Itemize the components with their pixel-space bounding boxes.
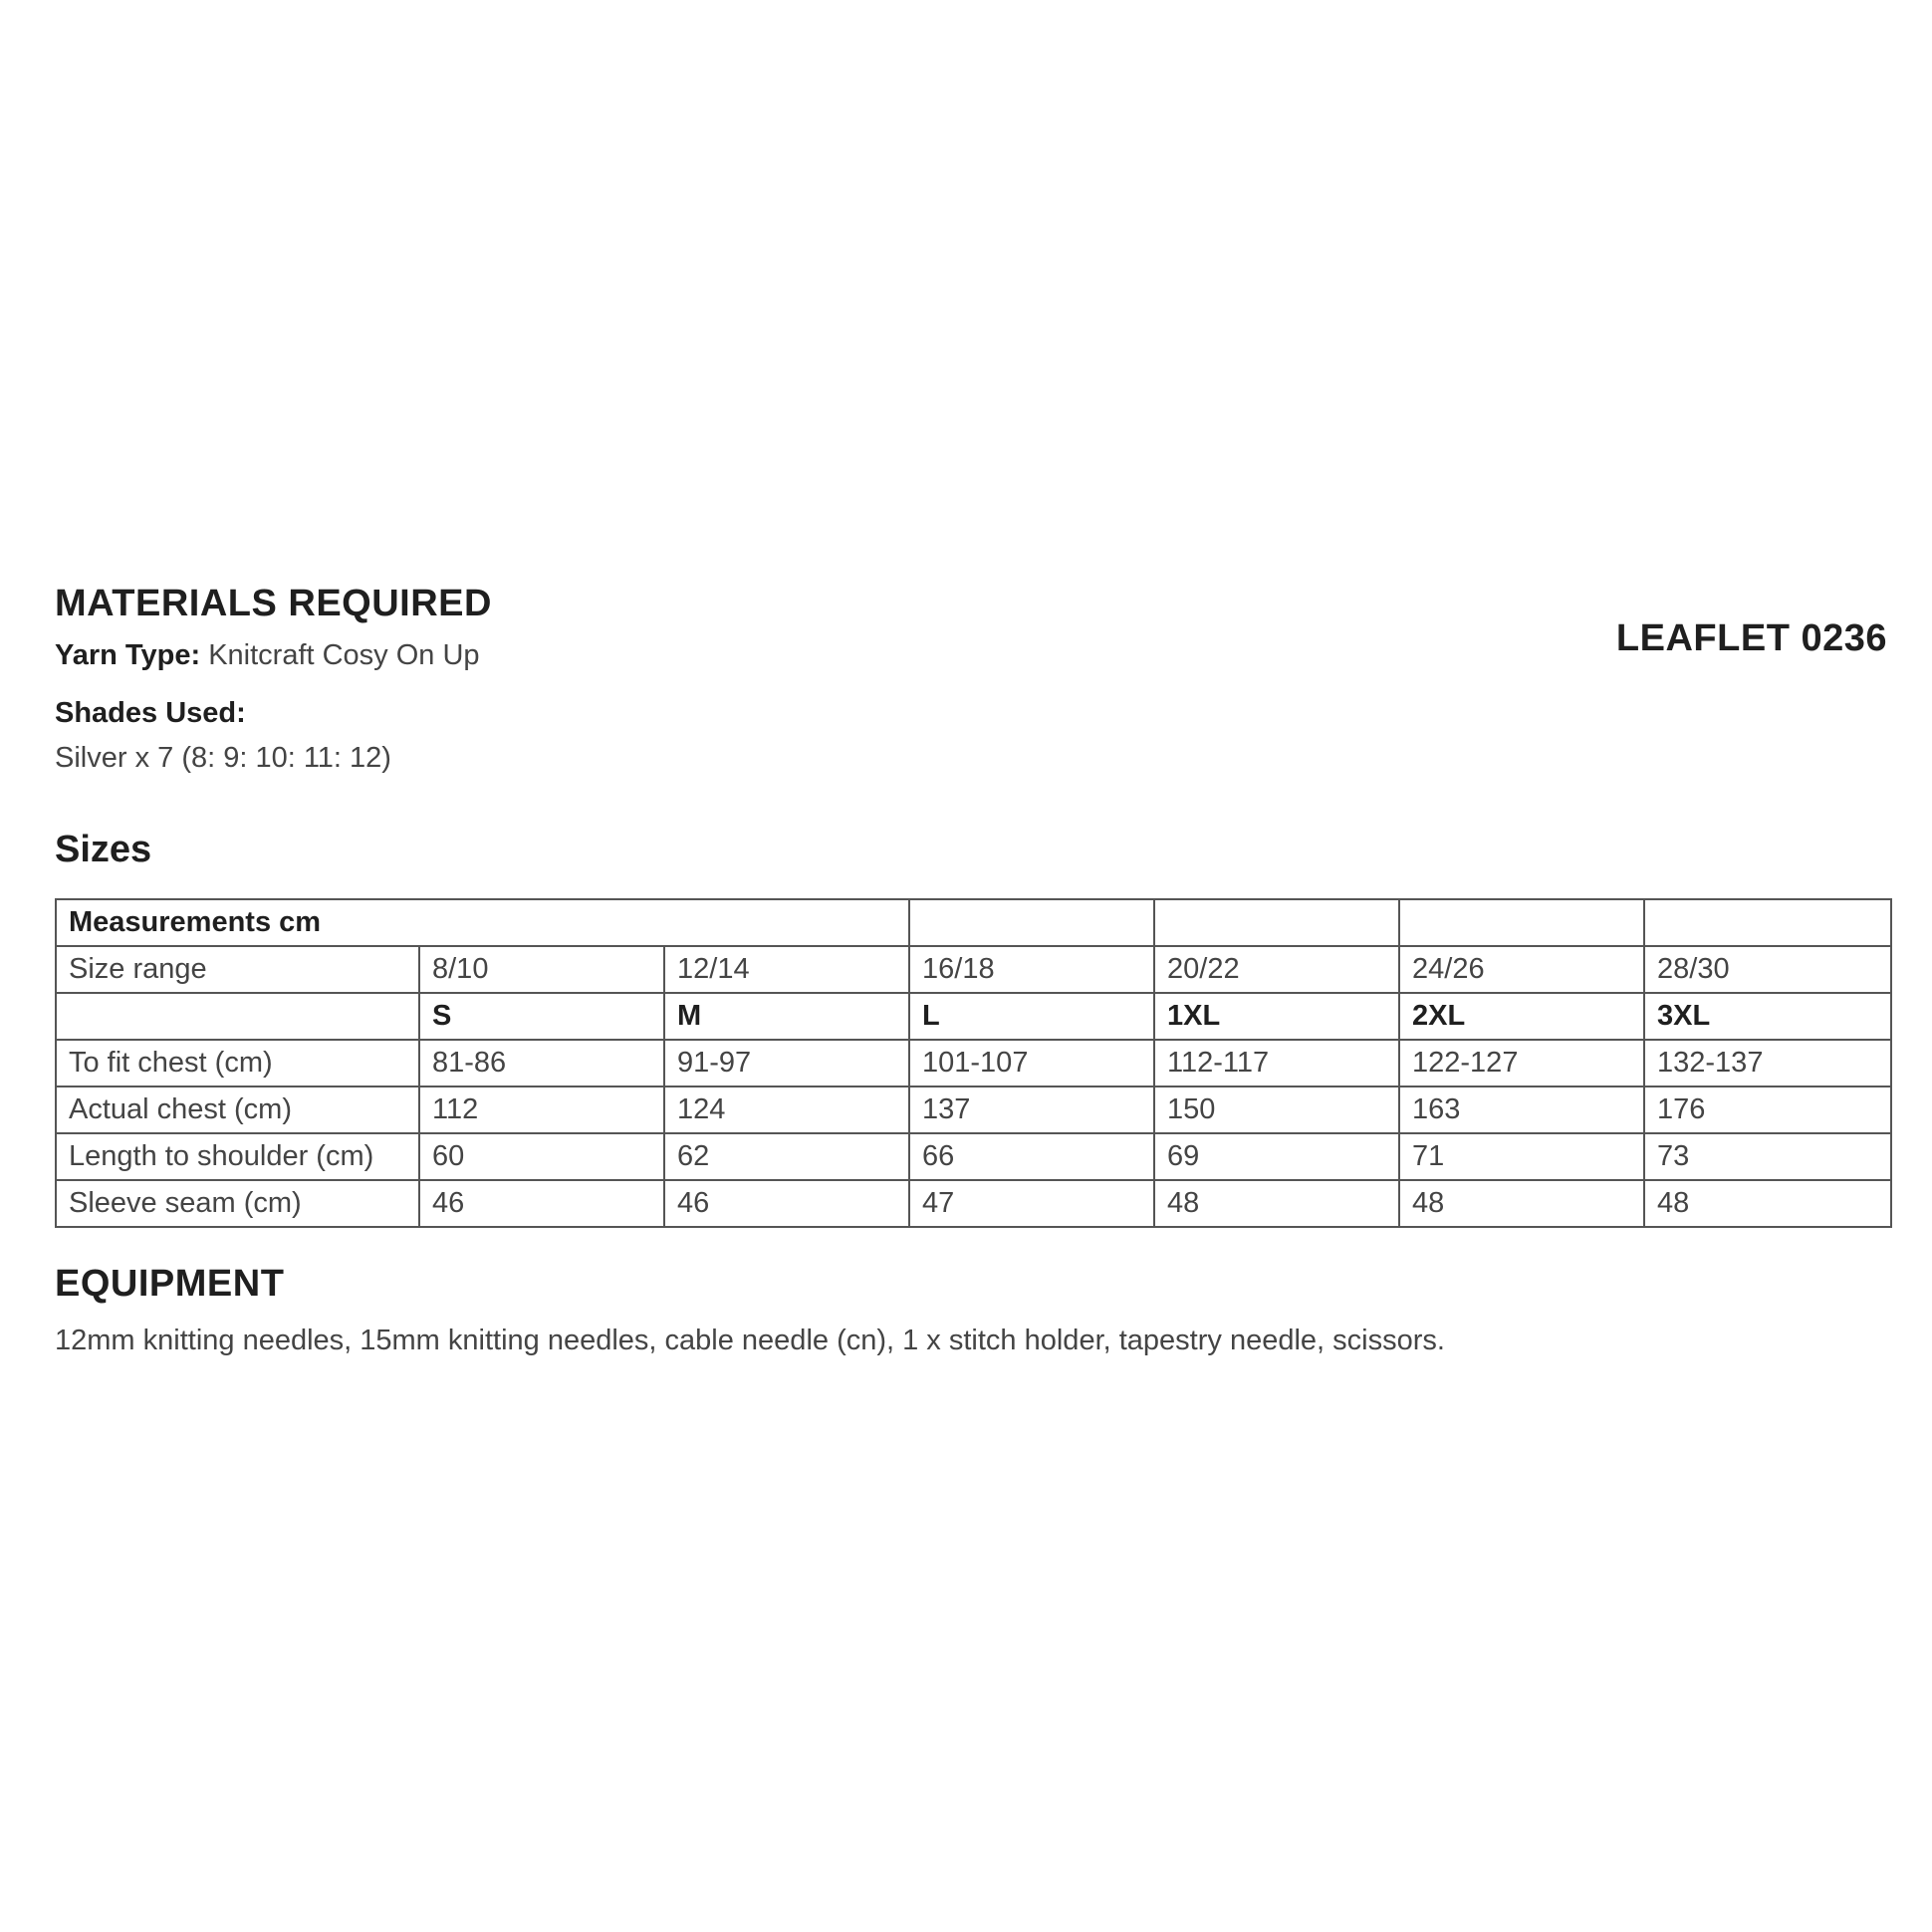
sizes-heading: Sizes (55, 829, 152, 870)
yarn-type-label: Yarn Type: (55, 639, 201, 671)
row-label-cell: Size range (56, 946, 419, 993)
sizes-table (55, 898, 1892, 1228)
table-cell: 2XL (1399, 993, 1644, 1040)
table-cell: 3XL (1644, 993, 1891, 1040)
shades-used-value: Silver x 7 (8: 9: 10: 11: 12) (55, 742, 391, 774)
table-cell: 48 (1154, 1180, 1399, 1227)
table-cell (1399, 899, 1644, 946)
row-label-cell: Actual chest (cm) (56, 1087, 419, 1133)
table-cell: 1XL (1154, 993, 1399, 1040)
yarn-type-value: Knitcraft Cosy On Up (208, 639, 480, 671)
table-cell: 71 (1399, 1133, 1644, 1180)
table-cell: S (419, 993, 664, 1040)
table-cell: 81-86 (419, 1040, 664, 1087)
table-cell: 48 (1644, 1180, 1891, 1227)
table-cell: 48 (1399, 1180, 1644, 1227)
table-cell: L (909, 993, 1154, 1040)
table-cell: 12/14 (664, 946, 909, 993)
row-label-cell: To fit chest (cm) (56, 1040, 419, 1087)
table-cell: 16/18 (909, 946, 1154, 993)
row-label-cell (56, 993, 419, 1040)
row-label-cell: Length to shoulder (cm) (56, 1133, 419, 1180)
row-label-cell: Sleeve seam (cm) (56, 1180, 419, 1227)
equipment-heading: EQUIPMENT (55, 1263, 285, 1305)
table-cell: 137 (909, 1087, 1154, 1133)
table-title-row (56, 899, 1891, 946)
table-cell: 69 (1154, 1133, 1399, 1180)
table-cell (909, 899, 1154, 946)
table-cell: 124 (664, 1087, 909, 1133)
table-cell: M (664, 993, 909, 1040)
table-cell: 112-117 (1154, 1040, 1399, 1087)
table-cell: 60 (419, 1133, 664, 1180)
table-cell: 132-137 (1644, 1040, 1891, 1087)
table-cell: 28/30 (1644, 946, 1891, 993)
size-letter-row (56, 993, 1891, 1040)
yarn-type-line (55, 639, 480, 672)
equipment-list: 12mm knitting needles, 15mm knitting needles, cable needle (cn), 1 x stitch holder, tapestry needle, scissors. (55, 1325, 1445, 1356)
table-cell: 46 (419, 1180, 664, 1227)
table-cell: 101-107 (909, 1040, 1154, 1087)
table-cell: 91-97 (664, 1040, 909, 1087)
table-title-cell: Measurements cm (56, 899, 909, 946)
table-cell: 73 (1644, 1133, 1891, 1180)
table-cell: 47 (909, 1180, 1154, 1227)
table-cell: 24/26 (1399, 946, 1644, 993)
table-cell (1154, 899, 1399, 946)
table-cell: 46 (664, 1180, 909, 1227)
leaflet-number: LEAFLET 0236 (1615, 617, 1887, 659)
size-range-row (56, 946, 1891, 993)
table-row (56, 1087, 1891, 1133)
table-row (56, 1040, 1891, 1087)
table-cell: 112 (419, 1087, 664, 1133)
table-cell: 62 (664, 1133, 909, 1180)
table-cell (1644, 899, 1891, 946)
table-cell: 66 (909, 1133, 1154, 1180)
table-cell: 20/22 (1154, 946, 1399, 993)
table-cell: 176 (1644, 1087, 1891, 1133)
table-cell: 163 (1399, 1087, 1644, 1133)
table-cell: 150 (1154, 1087, 1399, 1133)
materials-heading: MATERIALS REQUIRED (55, 583, 492, 624)
shades-used-label: Shades Used: (55, 697, 246, 729)
table-cell: 8/10 (419, 946, 664, 993)
table-row (56, 1180, 1891, 1227)
table-row (56, 1133, 1891, 1180)
table-cell: 122-127 (1399, 1040, 1644, 1087)
